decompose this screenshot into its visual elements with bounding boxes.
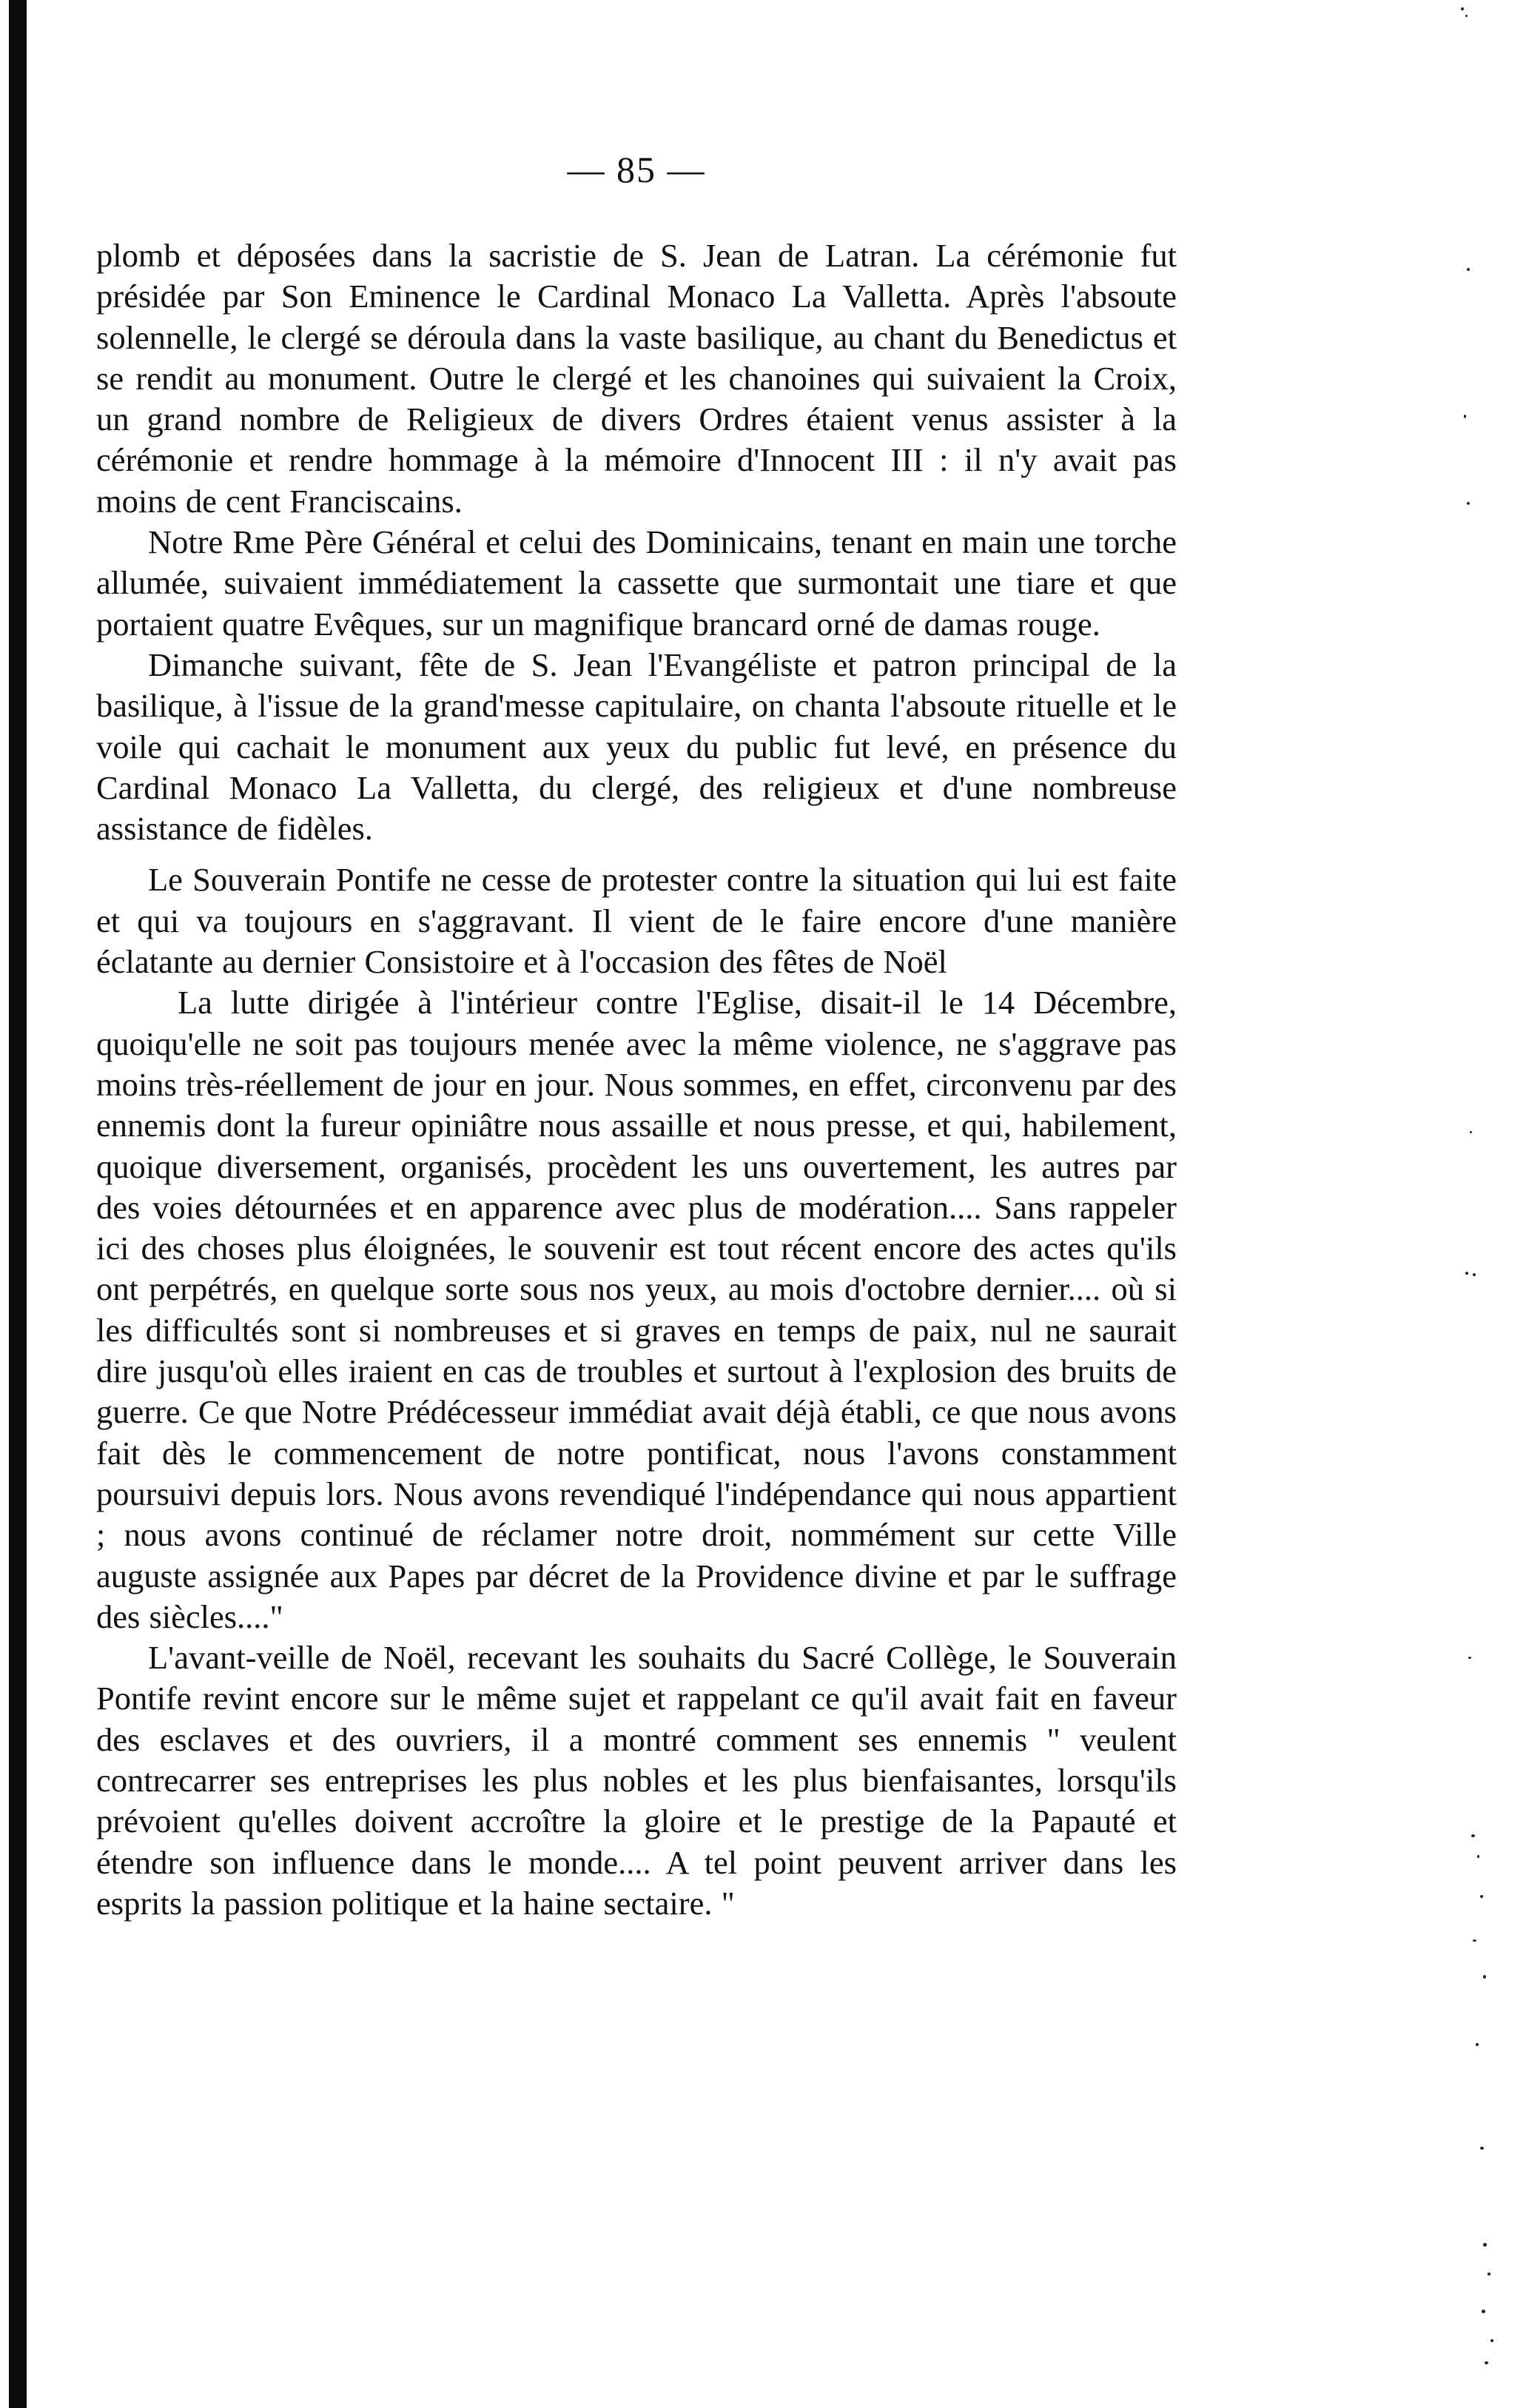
binding-edge: [9, 0, 27, 2408]
speckle: [1465, 15, 1468, 17]
speckle: [1470, 1131, 1472, 1133]
speckle: [1482, 2310, 1485, 2313]
paragraph-christmas-eve: L'avant-veille de Noël, recevant les souhaits du Sacré Collège, le Souverain Pontife revint encore sur le même sujet et rappelant ce qu'il avait fait en faveur des esclaves et des ouvriers, il a montré comment ses ennemis " veulent contrecarrer ses entreprises les plus nobles et les plus bienfaisantes, lorsqu'ils prévoient qu'elles doivent accroître la gloire et le prestige de la Papauté et étendre son influence dans le monde.... A tel point peuvent arriver dans les esprits la passion politique et la haine sectaire. ": [96, 1639, 1177, 1922]
speckle: [1465, 1272, 1468, 1275]
body-text: [96, 235, 1177, 1924]
speckle: [1483, 2243, 1487, 2247]
speckle: [1480, 1895, 1483, 1898]
speckle: [1485, 2361, 1488, 2364]
speckle: [1471, 1834, 1475, 1837]
speckle: [1473, 1939, 1476, 1942]
scan-edge-speckles: [1451, 0, 1526, 2408]
speckle: [1480, 2147, 1484, 2150]
speckle: [1467, 502, 1470, 505]
speckle: [1461, 7, 1464, 10]
paragraph-pontiff-protest: Le Souverain Pontife ne cesse de protester contre la situation qui lui est faite et qui va toujours en s'aggravant. Il vient de le faire encore d'une manière éclatante au dernier Consistoire et à l'occasion des fêtes de Noël: [96, 861, 1177, 981]
paragraph-sunday: Dimanche suivant, fête de S. Jean l'Evangéliste et patron principal de la basilique, à l'issue de la grand'messe capitulaire, on chanta l'absoute rituelle et le voile qui cachait le monument aux yeux du public fut levé, en présence du Cardinal Monaco La Valletta, du clergé, des religieux et d'une nombreuse assistance de fidèles.: [96, 645, 1177, 848]
speckle: [1476, 2043, 1479, 2046]
speckle: [1464, 415, 1466, 418]
speckle: [1490, 2339, 1493, 2342]
page-number: — 85 —: [567, 149, 706, 190]
paragraph-procession: Notre Rme Père Général et celui des Dominicains, tenant en main une torche allumée, suivaient immédiatement la cassette que surmontait une tiare et que portaient quatre Evêques, sur un magnifique brancard orné de damas rouge.: [96, 523, 1177, 643]
speckle: [1467, 268, 1470, 271]
speckle: [1477, 1855, 1479, 1858]
speckle: [1483, 1975, 1486, 1979]
paragraph-consistory-quote: La lutte dirigée à l'intérieur contre l'Eglise, disait-il le 14 Décembre, quoiqu'elle ne soit pas toujours menée avec la même violence, ne s'aggrave pas moins très-réellement de jour en jour. Nous sommes, en effet, circonvenu par des ennemis dont la fureur opiniâtre nous assaille et nous presse, et qui, habilement, quoique diversement, organisés, procèdent les uns ouvertement, les autres par des voies détournées et en apparence avec plus de modération.... Sans rappeler ici des choses plus éloignées, le souvenir est tout récent encore des actes qu'ils ont perpétrés, en quelque sorte sous nos yeux, au mois d'octobre dernier.... où si les difficultés sont si nombreuses et si graves en temps de paix, nul ne saurait dire jusqu'où elles iraient en cas de troubles et surtout à l'explosion des bruits de guerre. Ce que Notre Prédécesseur immédiat avait déjà établi, ce que nous avons fait dès le commencement de notre pontificat, nous l'avons constamment poursuivi depuis lors. Nous avons revendiqué l'indépendance qui nous appartient ; nous avons continué de réclamer notre droit, nommément sur cette Ville auguste assignée aux Papes par décret de la Providence divine et par le suffrage des siècles....": [96, 984, 1177, 1635]
speckle: [1468, 1657, 1471, 1659]
speckle: [1473, 1273, 1476, 1276]
speckle: [1488, 2273, 1490, 2275]
paragraph-continuation: plomb et déposées dans la sacristie de S. Jean de Latran. La cérémonie fut présidée par Son Eminence le Cardinal Monaco La Valletta. Après l'absoute solennelle, le clergé se déroula dans la vaste basilique, au chant du Benedictus et se rendit au monument. Outre le clergé et les chanoines qui suivaient la Croix, un grand nombre de Religieux de divers Ordres étaient venus assister à la cérémonie et rendre hommage à la mémoire d'Innocent III : il n'y avait pas moins de cent Franciscains.: [96, 237, 1177, 520]
